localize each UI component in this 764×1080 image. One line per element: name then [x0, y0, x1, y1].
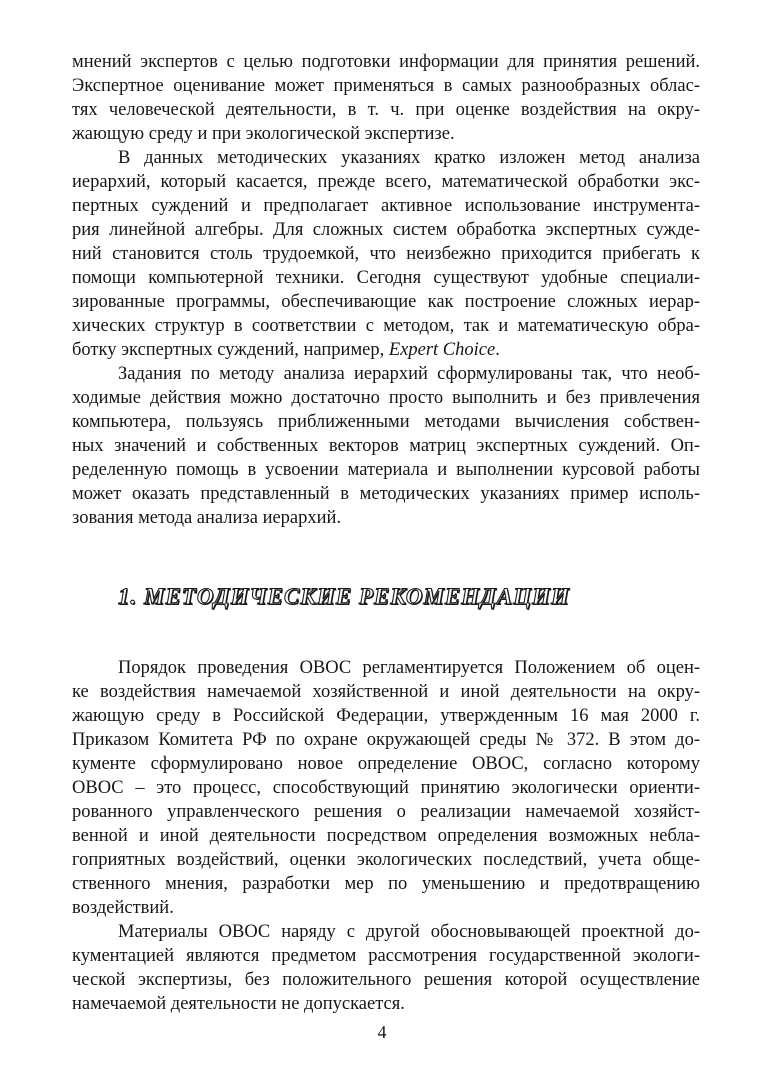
text-span: помощи компьютерной техники. Сегодня существуют удобные специали- [72, 268, 700, 288]
page-number: 4 [377, 1022, 387, 1042]
text-line [72, 122, 700, 146]
text-line [72, 458, 700, 482]
text-span: жающую среду и при экологической экспертизе. [72, 124, 455, 144]
text-line [72, 824, 700, 848]
text-line [72, 776, 700, 800]
text-line [72, 704, 700, 728]
text-span: кументе сформулировано новое определение ОВОС, согласно которому [72, 754, 700, 774]
text-span: ке воздействия намечаемой хозяйственной и иной деятельности на окру- [72, 682, 700, 702]
text-span: воздействий. [72, 898, 174, 918]
text-line [72, 968, 700, 992]
text-span: ных значений и собственных векторов матриц экспертных суждений. Оп- [72, 436, 700, 456]
software-name: Expert Choice [388, 340, 496, 360]
text-line [72, 386, 700, 410]
text-line [72, 800, 700, 824]
text-span: мнений экспертов с целью подготовки информации для принятия решений. [72, 52, 700, 72]
text-line [72, 266, 700, 290]
text-line [118, 656, 700, 680]
text-line [72, 242, 700, 266]
text-line [72, 170, 700, 194]
text-span: ботку экспертных суждений, например, [72, 340, 389, 360]
text-span: Приказом Комитета РФ по охране окружающей среды № 372. В этом до- [72, 730, 700, 750]
text-line [72, 680, 700, 704]
text-span: Экспертное оценивание может применяться в самых разнообразных облас- [72, 76, 700, 96]
text-line [72, 944, 700, 968]
text-span: может оказать представленный в методических указаниях пример исполь- [72, 484, 700, 504]
text-line [72, 896, 700, 920]
text-span: хических структур в соответствии с методом, так и математическую обра- [72, 316, 700, 336]
text-line [118, 362, 700, 386]
text-line [72, 218, 700, 242]
section-heading: 1. МЕТОДИЧЕСКИЕ РЕКОМЕНДАЦИИ [118, 584, 570, 609]
text-span: намечаемой деятельности не допускается. [72, 994, 405, 1014]
text-span: пертных суждений и предполагает активное использование инструмента- [72, 196, 700, 216]
text-span: рия линейной алгебры. Для сложных систем обработка экспертных сужде- [72, 220, 700, 240]
text-line [72, 728, 700, 752]
text-span: зированные программы, обеспечивающие как построение сложных иерар- [72, 292, 700, 312]
text-span: ределенную помощь в усвоении материала и выполнении курсовой работы [72, 460, 700, 480]
text-line [72, 194, 700, 218]
text-span: ческой экспертизы, без положительного решения которой осуществление [72, 970, 700, 990]
text-line [72, 314, 700, 338]
text-span: ОВОС – это процесс, способствующий принятию экологически ориенти- [72, 778, 700, 798]
text-span: ственного мнения, разработки мер по уменьшению и предотвращению [72, 874, 700, 894]
text-span: Порядок проведения ОВОС регламентируется Положением об оцен- [118, 658, 700, 678]
text-span: жающую среду в Российской Федерации, утвержденным 16 мая 2000 г. [72, 706, 700, 726]
text-span: ний становится столь трудоемкой, что неизбежно приходится прибегать к [72, 244, 700, 264]
text-span: кументацией являются предметом рассмотрения государственной экологи- [72, 946, 700, 966]
text-span: зования метода анализа иерархий. [72, 508, 342, 528]
text-line [72, 992, 700, 1016]
text-span: тях человеческой деятельности, в т. ч. при оценке воздействия на окру- [72, 100, 700, 120]
text-span: рованного управленческого решения о реализации намечаемой хозяйст- [72, 802, 700, 822]
text-line [72, 482, 700, 506]
text-line [118, 920, 700, 944]
text-span: Материалы ОВОС наряду с другой обосновывающей проектной до- [118, 922, 700, 942]
text-line [72, 74, 700, 98]
text-line [72, 338, 700, 362]
text-span: иерархий, который касается, прежде всего, математической обработки экс- [72, 172, 700, 192]
text-span: ходимые действия можно достаточно просто выполнить и без привлечения [72, 388, 700, 408]
text-line [72, 98, 700, 122]
text-span: венной и иной деятельности посредством определения возможных небла- [72, 826, 700, 846]
text-line [72, 290, 700, 314]
text-line [72, 872, 700, 896]
text-span: В данных методических указаниях кратко изложен метод анализа [118, 148, 700, 168]
text-line [72, 752, 700, 776]
text-line [118, 146, 700, 170]
text-span: гоприятных воздействий, оценки экологических последствий, учета обще- [72, 850, 700, 870]
text-line [72, 434, 700, 458]
text-line [72, 410, 700, 434]
text-span: Задания по методу анализа иерархий сформулированы так, что необ- [118, 364, 700, 384]
text-span: компьютера, пользуясь приближенными методами вычисления собствен- [72, 412, 700, 432]
text-line [72, 50, 700, 74]
text-span: . [495, 340, 500, 360]
text-line [72, 506, 700, 530]
text-line [72, 848, 700, 872]
